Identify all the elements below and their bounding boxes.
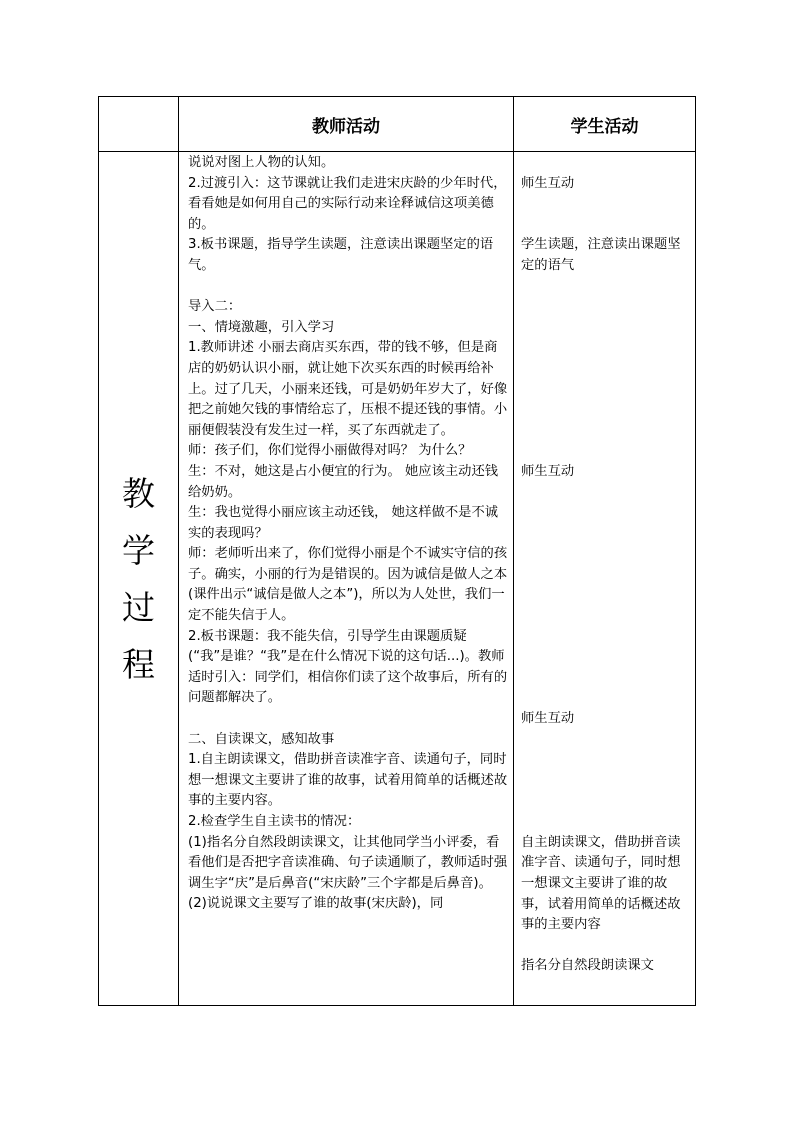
teacher-paragraph: 生：我也觉得小丽应该主动还钱， 她这样做不是不诚实的表现吗？ (188, 505, 499, 541)
teacher-paragraph: 师：老师听出来了，你们觉得小丽是个不诚实守信的孩子。确实，小丽的行为是错误的。因为诚信是做人之本(课件出示“诚信是做人之本”)，所以为人处世，我们一定不能失信于人。 (188, 546, 508, 624)
teacher-paragraph: (2)说说课文主要写了谁的故事(宋庆龄)，同 (188, 896, 444, 912)
teacher-activity-header: 教师活动 (179, 97, 514, 152)
corner-cell (99, 97, 179, 152)
teacher-paragraph: 说说对图上人物的认知。 (188, 155, 335, 170)
teacher-paragraph: (1)指名分自然段朗读课文，让其他同学当小评委，看看他们是否把字音读准确、句子读通顺了，教师适时强调生字“庆”是后鼻音(“宋庆龄”三个字都是后鼻音)。 (188, 834, 508, 891)
teacher-paragraph: 导入二： (188, 299, 242, 315)
student-note: 师生互动 (521, 175, 575, 191)
teacher-paragraph: 生：不对，她这是占小便宜的行为。 她应该主动还钱给奶奶。 (188, 463, 499, 500)
teacher-paragraph: 二、自读课文，感知故事 (188, 731, 335, 747)
student-activity-cell (514, 152, 696, 1006)
student-activity-header: 学生活动 (514, 97, 696, 152)
teacher-paragraph: 2.检查学生自主读书的情况： (188, 814, 361, 829)
student-note: 指名分自然段朗读课文 (521, 958, 654, 974)
student-note: 师生互动 (521, 711, 575, 727)
table-body-row (99, 152, 696, 1006)
section-label-cell (99, 152, 179, 1006)
student-note: 学生读题，注意读出课题坚定的语气 (521, 237, 681, 273)
teacher-activity-cell (179, 152, 514, 1006)
teacher-paragraph: 1.自主朗读课文，借助拼音读准字音、读通句子，同时想一想课文主要讲了谁的故事，试着用简单的话概述故事的主要内容。 (188, 752, 508, 809)
teacher-paragraph: 2.过渡引入：这节课就让我们走进宋庆龄的少年时代，看看她是如何用自己的实际行动来诠释诚信这项美德的。 (188, 175, 507, 232)
table-header-row (99, 97, 696, 152)
student-note: 师生互动 (521, 464, 575, 479)
lesson-plan-table (98, 96, 696, 1006)
teacher-paragraph: 1.教师讲述 小丽去商店买东西，带的钱不够，但是商店的奶奶认识小丽，就让她下次买东西的时候再给补上。过了几天，小丽来还钱，可是奶奶年岁大了，好像把之前她欠钱的事情给忘了，压根不提还钱的事情。小丽便假装没有发生过一样，买了东西就走了。 (188, 340, 508, 438)
student-note: 自主朗读课文，借助拼音读准字音、读通句子，同时想一想课文主要讲了谁的故事，试着用简单的话概述故事的主要内容 (521, 834, 681, 933)
teacher-paragraph: 师：孩子们，你们觉得小丽做得对吗？ 为什么？ (188, 443, 472, 459)
teacher-paragraph: 2.板书课题：我不能失信，引导学生由课题质疑(“我”是谁？“我”是在什么情况下说的这句话...)。教师适时引入：同学们，相信你们读了这个故事后，所有的问题都解决了。 (188, 628, 508, 706)
section-label: 教学过程 (122, 473, 155, 684)
teacher-paragraph: 一、情境激趣，引入学习 (188, 319, 335, 335)
teacher-paragraph: 3.板书课题，指导学生读题，注意读出课题坚定的语气。 (188, 237, 494, 273)
